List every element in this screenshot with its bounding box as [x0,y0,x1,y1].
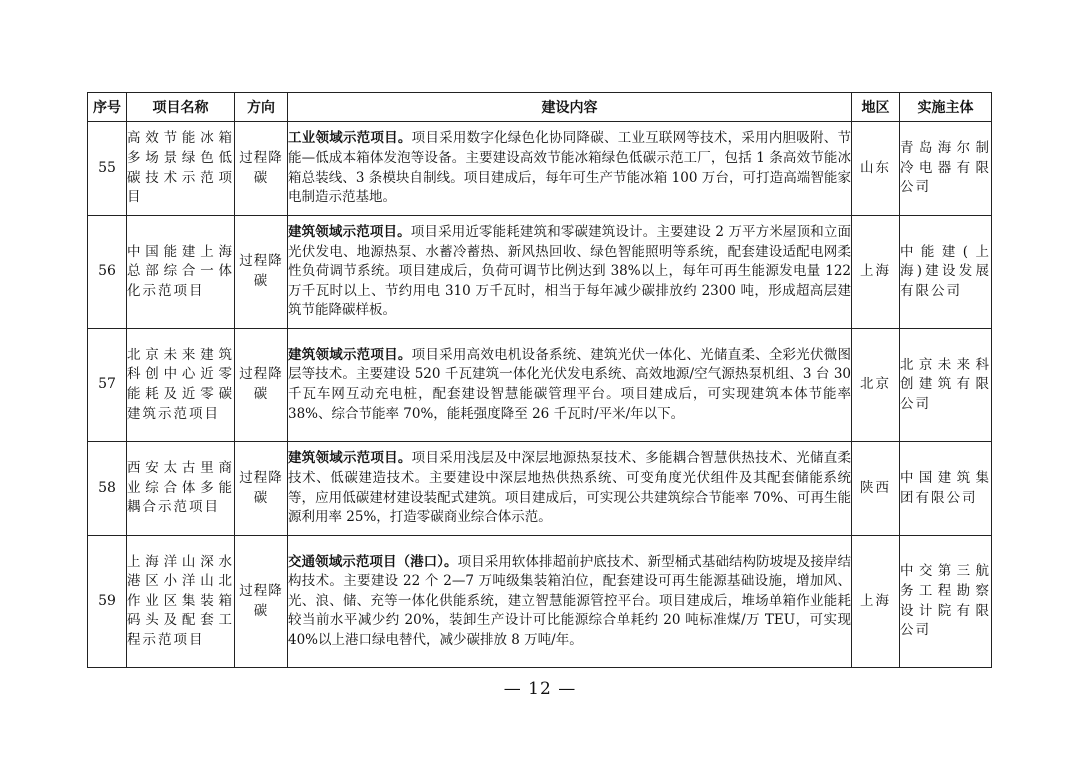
row-content-text: 项目采用软体排超前护底技术、新型桶式基础结构防坡堤及接岸结构技术。主要建设 22 个 2—7 万吨级集装箱泊位，配套建设可再生能源基础设施，增加风、光、浪、储、充等一体化供能系统，建立智慧能源管控平台。项目建成后，堆场单箱作业能耗较当前水平减少约 20%，装卸生产设计可比能源综合单耗约 20 吨标准煤/万 TEU，可实现 40%以上港口绿电替代，减少碳排放 8 万吨/年。 [288,553,852,648]
row-content-text: 项目采用浅层及中深层地源热泵技术、多能耦合智慧供热技术、光储直柔技术、低碳建造技术。主要建设中深层地热供热系统、可变角度光伏组件及其配套储能系统等，应用低碳建材建设装配式建筑。项目建成后，可实现公共建筑综合节能率 70%、可再生能源利用率 25%，打造零碳商业综合体示范。 [288,450,852,526]
row-content-lead: 建筑领域示范项目。 [288,346,412,363]
row-content-lead: 工业领域示范项目。 [288,130,412,147]
row-content-text: 项目采用数字化绿色化协同降碳、工业互联网等技术，采用内胆吸附、节能—低成本箱体发泡等设备。主要建设高效节能冰箱绿色低碳示范工厂，包括 1 条高效节能冰箱总装线、3 条模块自制线。项目建成后，每年可生产节能冰箱 100 万台，可打造高端智能家电制造示范基地。 [288,130,852,206]
row-region: 陕西 [852,442,900,536]
row-org: 青岛海尔制冷电器有限公司 [900,122,992,216]
table-row [88,442,992,536]
row-org: 中国建筑集团有限公司 [900,442,992,536]
row-direction: 过程降碳 [235,329,288,442]
row-project-name: 高效节能冰箱多场景绿色低碳技术示范项目 [127,122,235,216]
row-seq: 59 [88,536,127,668]
header-direction: 方向 [235,93,288,122]
row-org: 中能建(上海)建设发展有限公司 [900,216,992,329]
row-content [288,329,852,442]
project-table [87,92,992,668]
header-org: 实施主体 [900,93,992,122]
row-content-text: 项目采用近零能耗建筑和零碳建筑设计。主要建设 2 万平方米屋顶和立面光伏发电、地源热泵、水蓄冷蓄热、新风热回收、绿色智能照明等系统，配套建设适配电网柔性负荷调节系统。项目建成后，负荷可调节比例达到 38%以上，每年可再生能源发电量 122 万千瓦时以上、节约用电 310 万千瓦时，相当于每年减少碳排放约 2300 吨，形成超高层建筑节能降碳样板。 [288,224,852,319]
table-header-row [88,93,992,122]
row-direction: 过程降碳 [235,442,288,536]
row-project-name: 上海洋山深水港区小洋山北作业区集装箱码头及配套工程示范项目 [127,536,235,668]
row-content-text: 项目采用高效电机设备系统、建筑光伏一体化、光储直柔、全彩光伏微图层等技术。主要建设 520 千瓦建筑一体化光伏发电系统、高效地源/空气源热泵机组、3 台 30 千瓦车网互动充电桩，配套建设智慧能碳管理平台。项目建成后，可实现建筑本体节能率 38%、综合节能率 70%，能耗强度降至 26 千瓦时/平米/年以下。 [288,346,852,422]
row-org: 中交第三航务工程勘察设计院有限公司 [900,536,992,668]
row-region: 上海 [852,536,900,668]
row-org: 北京未来科创建筑有限公司 [900,329,992,442]
row-content-lead: 建筑领域示范项目。 [288,224,411,241]
row-direction: 过程降碳 [235,216,288,329]
row-content [288,216,852,329]
row-direction: 过程降碳 [235,536,288,668]
header-region: 地区 [852,93,900,122]
header-content: 建设内容 [288,93,852,122]
header-name: 项目名称 [127,93,235,122]
table-row [88,216,992,329]
row-seq: 57 [88,329,127,442]
row-content-lead: 交通领域示范项目（港口）。 [288,553,458,570]
row-region: 上海 [852,216,900,329]
table-row [88,536,992,668]
table-row [88,122,992,216]
row-seq: 58 [88,442,127,536]
row-seq: 55 [88,122,127,216]
row-seq: 56 [88,216,127,329]
table-row [88,329,992,442]
row-content [288,122,852,216]
row-content [288,442,852,536]
row-region: 山东 [852,122,900,216]
row-project-name: 西安太古里商业综合体多能耦合示范项目 [127,442,235,536]
row-content-lead: 建筑领域示范项目。 [288,450,412,467]
row-content [288,536,852,668]
page-number: — 12 — [503,679,577,699]
row-project-name: 中国能建上海总部综合一体化示范项目 [127,216,235,329]
row-region: 北京 [852,329,900,442]
row-direction: 过程降碳 [235,122,288,216]
header-seq: 序号 [88,93,127,122]
row-project-name: 北京未来建筑科创中心近零能耗及近零碳建筑示范项目 [127,329,235,442]
